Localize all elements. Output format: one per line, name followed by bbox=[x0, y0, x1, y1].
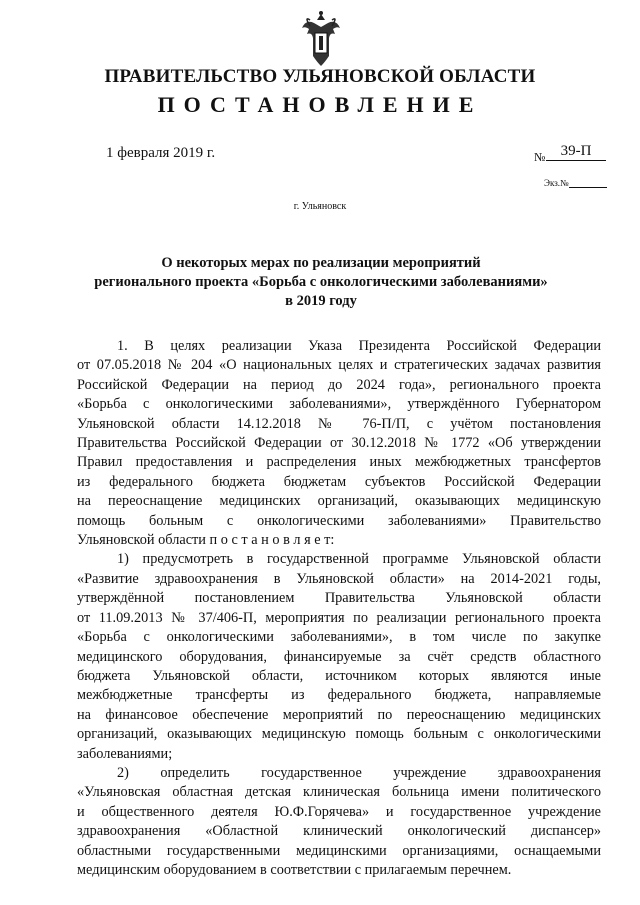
copy-number-label bbox=[544, 178, 607, 188]
body-line: Ульяновской области п о с т а н о в л я е т: bbox=[77, 532, 335, 549]
body-line: медицинского оборудования, финансируемые за счёт средств областного bbox=[77, 648, 601, 665]
title-line: регионального проекта «Борьба с онкологическими заболеваниями» bbox=[94, 274, 548, 290]
document-title bbox=[60, 254, 582, 311]
body-line: межбюджетные трансферты из федерального бюджета, направляемые bbox=[77, 687, 601, 704]
coat-of-arms-icon bbox=[296, 10, 346, 72]
body-line: Правил предоставления и распределения иных межбюджетных трансфертов bbox=[77, 454, 601, 471]
body-line: на финансовое обеспечение мероприятий по переоснащению медицинских bbox=[77, 706, 601, 723]
title-line: в 2019 году bbox=[285, 293, 357, 309]
body-line: от 11.09.2013 № 37/406-П, мероприятия по реализации регионального проекта bbox=[77, 609, 601, 626]
government-name: ПРАВИТЕЛЬСТВО УЛЬЯНОВСКОЙ ОБЛАСТИ bbox=[104, 66, 536, 87]
copy-label-text: Экз.№ bbox=[544, 178, 569, 188]
body-line: помощь больным с онкологическими заболеваниями» Правительство bbox=[77, 512, 601, 529]
document-number: 39-П bbox=[546, 143, 606, 161]
copy-number-blank bbox=[569, 187, 607, 188]
city: г. Ульяновск bbox=[293, 201, 347, 212]
body-line: «Развитие здравоохранения в Ульяновской области» на 2014-2021 годы, bbox=[77, 570, 601, 587]
body-line: и общественного деятеля Ю.Ф.Горячева» и государственное учреждение bbox=[77, 803, 601, 820]
document-body bbox=[77, 337, 601, 880]
document-date: 1 февраля 2019 г. bbox=[106, 145, 216, 161]
number-sign: № bbox=[534, 150, 546, 164]
body-line: на переоснащение медицинских организаций, оказывающих медицинскую bbox=[77, 493, 601, 510]
body-line: Правительства Российской Федерации от 30.12.2018 № 1772 «Об утверждении bbox=[77, 435, 601, 452]
body-line: от 07.05.2018 № 204 «О национальных целях и стратегических задачах развития bbox=[77, 357, 601, 374]
body-line: бюджета Ульяновской области, источником которых являются иные bbox=[77, 667, 601, 684]
body-line: 2) определить государственное учреждение здравоохранения bbox=[117, 764, 601, 781]
body-line: 1. В целях реализации Указа Президента Российской Федерации bbox=[117, 338, 601, 354]
document-type: ПОСТАНОВЛЕНИЕ bbox=[157, 92, 483, 117]
body-line: медицинским оборудованием в соответствии с прилагаемым перечнем. bbox=[77, 861, 512, 878]
body-line: «Борьба с онкологическими заболеваниями», утверждённого Губернатором bbox=[77, 396, 601, 413]
body-line: областными государственными медицинскими организациями, оснащаемыми bbox=[77, 842, 601, 859]
body-line: утверждённой постановлением Правительства Ульяновской области bbox=[77, 590, 601, 607]
body-line: заболеваниями; bbox=[77, 745, 173, 762]
body-line: 1) предусмотреть в государственной программе Ульяновской области bbox=[117, 551, 601, 568]
body-line: организаций, оказывающих медицинскую помощь больным с онкологическими bbox=[77, 726, 601, 743]
body-line: «Ульяновская областная детская клиническая больница имени политического bbox=[77, 784, 601, 801]
body-line: Ульяновской области 14.12.2018 № 76-П/П, с учётом постановления bbox=[77, 415, 601, 432]
body-line: из федерального бюджета бюджетам субъектов Российской Федерации bbox=[77, 473, 601, 490]
body-line: «Борьба с онкологическими заболеваниями», в том числе по закупке bbox=[77, 629, 601, 646]
body-line: Российской Федерации на период до 2024 года», регионального проекта bbox=[77, 376, 601, 393]
title-line: О некоторых мерах по реализации мероприятий bbox=[161, 255, 481, 271]
body-line: здравоохранения «Областной клинический онкологический диспансер» bbox=[77, 823, 601, 840]
